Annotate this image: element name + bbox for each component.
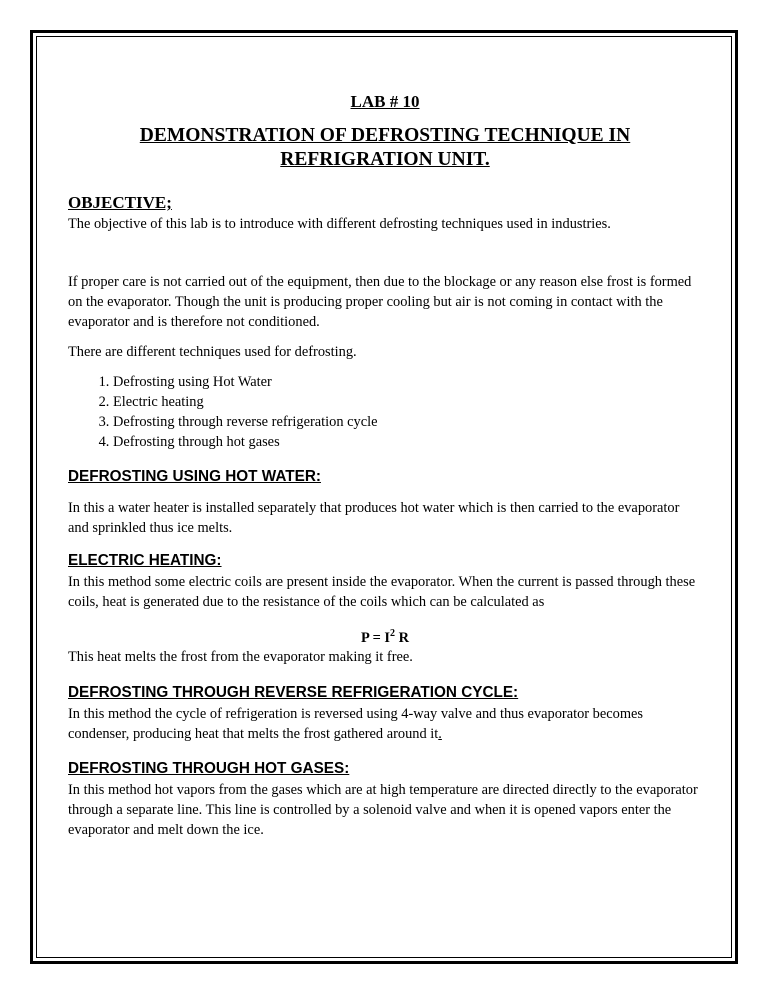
techniques-list — [68, 372, 747, 452]
hot-gases-text: In this method hot vapors from the gases which are at high temperature are directed directly to the evaporator through a separate line. This line is controlled by a solenoid valve and when it is opened vapors enter the evaporator and melt down the ice. — [68, 782, 698, 838]
electric-text: In this method some electric coils are present inside the evaporator. When the current is passed through these coils, heat is generated due to the resistance of the coils which can be calculated as — [68, 574, 696, 610]
list-item: 3. Defrosting through reverse refrigeration cycle — [113, 412, 747, 432]
reverse-cycle-text: In this method the cycle of refrigeration is reversed using 4-way valve and thus evaporator becomes condenser, producing heat that melts the frost gathered around it. — [68, 706, 644, 742]
list-item: 4. Defrosting through hot gases — [113, 432, 747, 452]
lab-title: LAB # 10 — [350, 92, 420, 111]
intro-paragraph: If proper care is not carried out of the equipment, then due to the blockage or any reason else frost is formed on the evaporator. Though the unit is producing proper cooling but air is not coming in contact with the evaporator and is therefore not conditioned. — [68, 274, 692, 330]
electric-after-text: This heat melts the frost from the evaporator making it free. — [68, 649, 413, 665]
hot-gases-heading: DEFROSTING THROUGH HOT GASES: — [68, 760, 350, 777]
list-item: 2. Electric heating — [113, 392, 747, 412]
hot-water-heading: DEFROSTING USING HOT WATER: — [68, 468, 321, 485]
electric-heading: ELECTRIC HEATING: — [68, 552, 222, 569]
objective-text: The objective of this lab is to introduce with different defrosting techniques used in industries. — [68, 216, 611, 232]
power-formula: $P = I^2$ R — [361, 628, 409, 646]
techniques-intro: There are different techniques used for defrosting. — [68, 344, 357, 360]
hot-water-text: In this a water heater is installed separately that produces hot water which is then carried to the evaporator and sprinkled thus ice melts. — [68, 500, 680, 536]
list-item: 1. Defrosting using Hot Water — [113, 372, 747, 392]
objective-heading: OBJECTIVE; — [68, 193, 172, 212]
reverse-cycle-heading: DEFROSTING THROUGH REVERSE REFRIGERATION CYCLE: — [68, 684, 519, 701]
main-heading: DEMONSTRATION OF DEFROSTING TECHNIQUE IN REFRIGRATION UNIT. — [139, 125, 631, 170]
